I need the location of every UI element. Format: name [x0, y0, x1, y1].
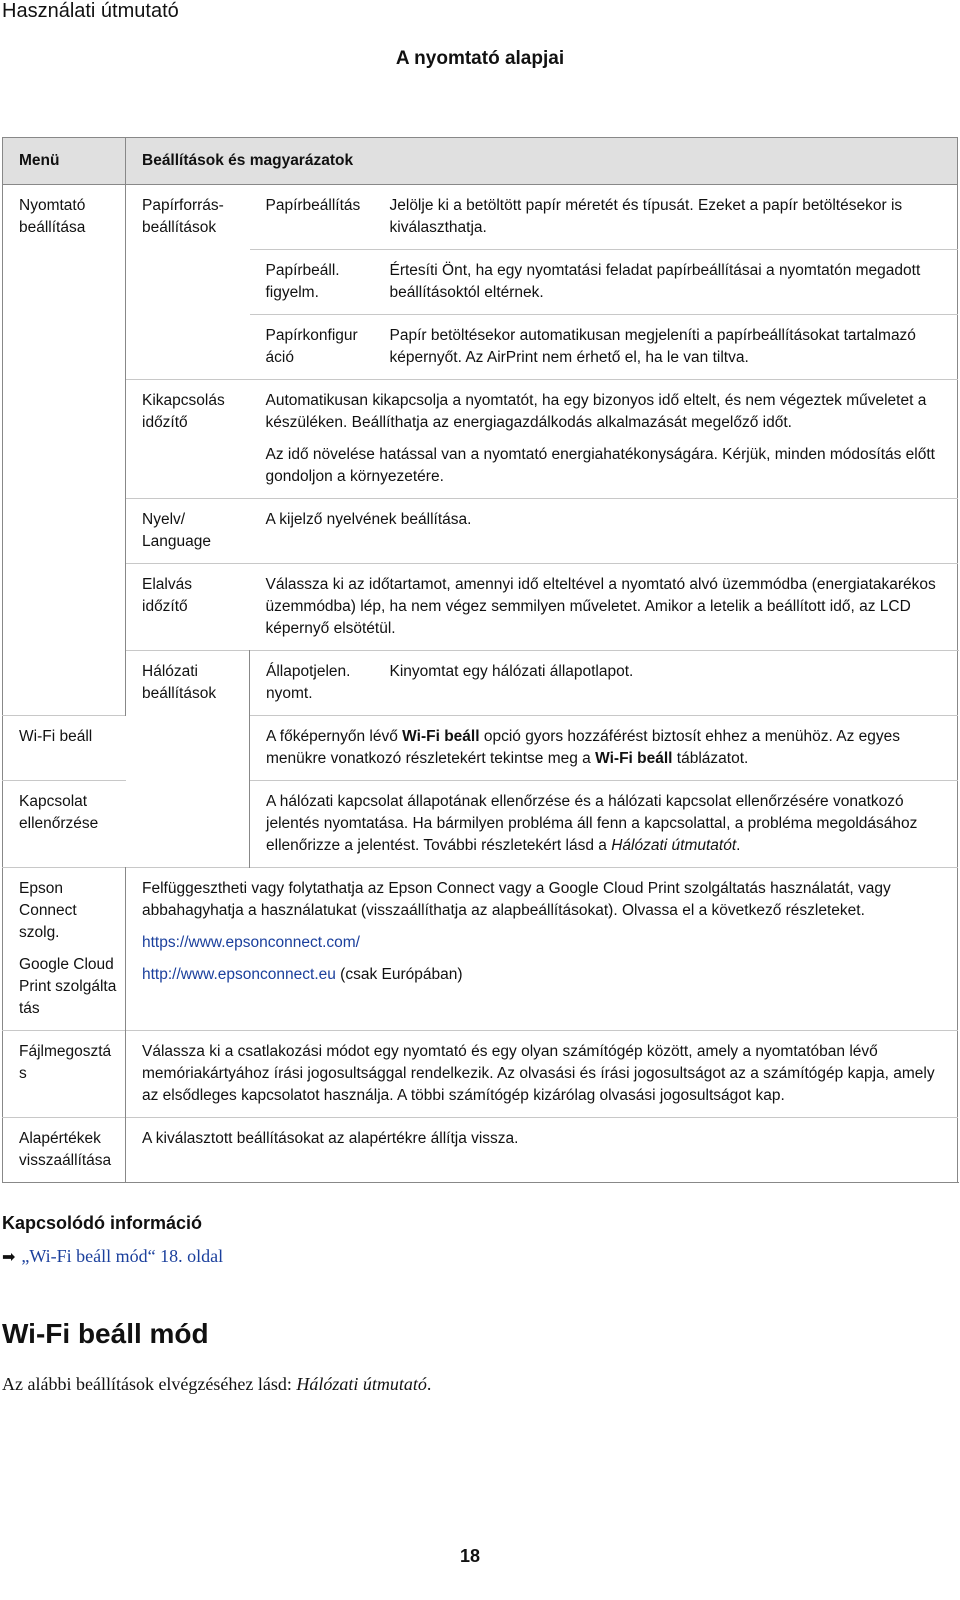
wifi-desc-part: A főképernyőn lévő	[266, 728, 403, 745]
column-header-settings: Beállítások és magyarázatok	[126, 138, 958, 185]
wifi-section-text-part: Az alábbi beállítások elvégzéséhez lásd:	[2, 1374, 297, 1394]
submenu-language: Nyelv/ Language	[126, 499, 250, 564]
submenu-sleep-timer: Elalvás időzítő	[126, 564, 250, 651]
table-row	[3, 499, 958, 564]
submenu-wifi-setup: Wi-Fi beáll	[3, 716, 126, 781]
table-row	[3, 1031, 958, 1118]
file-sharing-desc: Válassza ki a csatlakozási módot egy nyomtató és egy olyan számítógép között, amely a nyomtatóban lévő memóriakártyához írási jogosultsággal rendelkezik. Az olvasási és írási jogosultságot az a számítógép kapja, amely az elsődleges kapcsolatot használja. A többi számítógép kizárólag olvasási jogosultságot kap.	[126, 1031, 958, 1118]
wifi-desc-part: táblázatot.	[672, 750, 749, 767]
page-number: 18	[459, 1546, 481, 1566]
settings-table	[2, 137, 958, 1183]
table-row	[3, 380, 958, 499]
option-paper-setting-desc: Jelölje ki a betöltött papír méretét és típusát. Ezeket a papír betöltésekor is kiválaszthatja.	[374, 185, 958, 250]
section-title: A nyomtató alapjai	[395, 48, 565, 69]
epson-connect-eu-link[interactable]: http://www.epsonconnect.eu	[142, 966, 336, 983]
menu-epson-connect-label: Epson Connect szolg.	[19, 880, 77, 941]
option-paper-config: Papírkonfiguráció	[250, 315, 374, 380]
menu-restore-defaults: Alapértékek visszaállítása	[3, 1118, 126, 1183]
table-header-row	[3, 138, 958, 185]
restore-defaults-desc: A kiválasztott beállításokat az alapértékre állítja vissza.	[126, 1118, 958, 1183]
power-off-desc-1: Automatikusan kikapcsolja a nyomtatót, ha egy bizonyos idő eltelt, és nem végeztek műveletet a készüléken. Beállíthatja az energiagazdálkodás alkalmazását megelőző időt.	[265, 392, 927, 431]
menu-file-sharing: Fájlmegosztás	[3, 1031, 126, 1118]
submenu-paper-source: Papírforrás-beállítások	[126, 185, 250, 380]
menu-printer-settings: Nyomtató beállítása	[3, 185, 126, 716]
connection-check-desc	[250, 781, 958, 868]
epson-connect-url-link[interactable]: https://www.epsonconnect.com/	[142, 934, 360, 951]
option-paper-notice: Papírbeáll. figyelm.	[250, 250, 374, 315]
language-desc: A kijelző nyelvének beállítása.	[250, 499, 958, 564]
wifi-section-text-italic: Hálózati útmutató	[296, 1374, 427, 1394]
option-paper-notice-desc: Értesíti Önt, ha egy nyomtatási feladat papírbeállításai a nyomtatón megadott beállításoktól eltérnek.	[374, 250, 958, 315]
related-info-link-text[interactable]: „Wi-Fi beáll mód“ 18. oldal	[21, 1246, 224, 1266]
column-header-menu: Menü	[3, 138, 126, 185]
option-paper-config-desc: Papír betöltésekor automatikusan megjeleníti a papírbeállításokat tartalmazó képernyőt. Az AirPrint nem érhető el, ha le van tiltva.	[374, 315, 958, 380]
epson-connect-eu-line	[142, 964, 950, 986]
wifi-desc-bold: Wi-Fi beáll	[402, 728, 480, 745]
epson-connect-text: Felfüggesztheti vagy folytathatja az Epson Connect vagy a Google Cloud Print szolgáltatás használatát, vagy abbahagyhatja a használatukat (visszaállíthatja az alapbeállításokat). Olvassa el a következő részleteket.	[142, 880, 891, 919]
option-paper-setting: Papírbeállítás	[250, 185, 374, 250]
arrow-right-icon: ➡	[2, 1249, 16, 1266]
submenu-connection-check: Kapcsolat ellenőrzése	[3, 781, 126, 868]
running-header: Használati útmutató	[2, 0, 179, 22]
check-desc-italic: Hálózati útmutatót	[611, 837, 737, 854]
status-print-desc: Kinyomtat egy hálózati állapotlapot.	[374, 651, 958, 716]
related-info-title: Kapcsolódó információ	[2, 1213, 203, 1233]
wifi-desc-bold: Wi-Fi beáll	[595, 750, 673, 767]
related-info-link[interactable]	[2, 1246, 223, 1267]
wifi-section-title: Wi-Fi beáll mód	[2, 1318, 209, 1349]
menu-network-settings: Hálózati beállítások	[126, 651, 250, 868]
sleep-timer-desc: Válassza ki az időtartamot, amennyi idő elteltével a nyomtató alvó üzemmódba (energiatakarékos üzemmódba) lép, ha nem végez semmilyen műveletet. Amikor a letelik a beállított idő, az LCD képernyő elsötétül.	[250, 564, 958, 651]
wifi-section-text	[2, 1374, 431, 1395]
table-row	[3, 564, 958, 651]
check-desc-part: .	[736, 837, 741, 854]
power-off-desc	[250, 380, 958, 499]
menu-google-cloud-print-label: Google Cloud Print szolgáltatás	[19, 956, 117, 1017]
power-off-desc-2: Az idő növelése hatással van a nyomtató energiahatékonyságára. Kérjük, minden módosítás előtt gondoljon a környezetére.	[265, 446, 935, 485]
submenu-status-print: Állapotjelen. nyomt.	[250, 651, 374, 716]
submenu-power-off-timer: Kikapcsolás időzítő	[126, 380, 250, 499]
check-desc-part: A hálózati kapcsolat állapotának ellenőrzése és a hálózati kapcsolat ellenőrzésére vonatkozó jelentés nyomtatása. Ha bármilyen probléma áll fenn a kapcsolattal, a probléma megoldásához ellenőrizze a jelentést. További részletekért lásd a	[266, 793, 918, 854]
wifi-section-text-part: .	[426, 1374, 432, 1394]
table-row	[3, 1118, 958, 1183]
table-row	[3, 185, 958, 250]
wifi-desc-part: opció gyors hozzáférést biztosít ehhez a menühöz. Az egyes menükre vonatkozó részletekért tekintse meg a	[266, 728, 900, 767]
wifi-setup-desc	[250, 716, 958, 781]
table-row	[3, 868, 958, 1031]
epson-connect-desc	[126, 868, 958, 1031]
table-row	[3, 651, 958, 716]
menu-epson-connect	[3, 868, 126, 1031]
epson-connect-eu-note: (csak Európában)	[335, 966, 463, 983]
